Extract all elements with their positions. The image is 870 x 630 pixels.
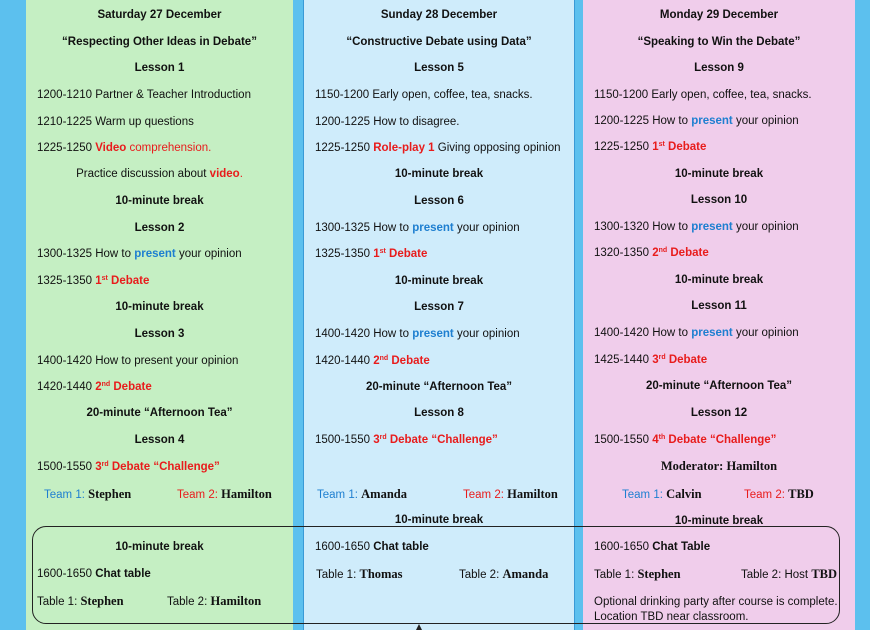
arrow-up-icon [416, 624, 422, 630]
lesson-heading: Lesson 2 [134, 222, 185, 234]
schedule-row: 1300-1325 How to present your opinion [37, 248, 242, 260]
lesson-heading: Lesson 6 [414, 195, 464, 207]
party-note: Optional drinking party after course is complete. [594, 596, 838, 608]
table-1: Table 1: Thomas [316, 567, 403, 581]
team-2: Team 2: Hamilton [463, 487, 558, 501]
lesson-heading: Lesson 7 [414, 301, 464, 313]
lesson-heading: Lesson 12 [690, 407, 748, 419]
schedule-row: 1325-1350 1st Debate [37, 275, 150, 287]
lesson-heading: Lesson 4 [134, 434, 185, 446]
schedule-row: 1420-1440 2nd Debate [37, 381, 152, 393]
schedule-row: 1150-1200 Early open, coffee, tea, snacks. [594, 89, 812, 101]
day-theme: “Respecting Other Ideas in Debate” [62, 36, 257, 48]
tea-break-label: 20-minute “Afternoon Tea” [365, 381, 513, 393]
lesson-heading: Lesson 10 [690, 194, 748, 206]
table-1: Table 1: Stephen [37, 594, 124, 608]
table-2: Table 2: Amanda [459, 567, 549, 581]
lesson-heading: Lesson 5 [414, 62, 464, 74]
lesson-heading: Lesson 1 [134, 62, 185, 74]
schedule-row: 1400-1420 How to present your opinion [315, 328, 520, 340]
lesson-heading: Lesson 9 [694, 62, 744, 74]
break-label: 10-minute break [674, 274, 764, 286]
schedule-row: 1500-1550 4th Debate “Challenge” [594, 434, 777, 446]
team-1: Team 1: Stephen [44, 487, 132, 501]
break-label: 10-minute break [674, 515, 764, 527]
break-label: 10-minute break [115, 301, 204, 313]
break-label: 10-minute break [394, 514, 484, 526]
break-label: 10-minute break [674, 168, 764, 180]
moderator-label: Moderator: Hamilton [660, 459, 778, 473]
day-date: Monday 29 December [659, 9, 779, 21]
team-2: Team 2: Hamilton [177, 487, 272, 501]
break-label: 10-minute break [115, 195, 204, 207]
schedule-row: 1500-1550 3rd Debate “Challenge” [315, 434, 498, 446]
chat-table-callout [32, 526, 840, 624]
schedule-row: 1300-1320 How to present your opinion [594, 221, 799, 233]
tea-break-label: 20-minute “Afternoon Tea” [645, 380, 793, 392]
schedule-row: 1300-1325 How to present your opinion [315, 222, 520, 234]
break-label: 10-minute break [115, 541, 204, 553]
party-location: Location TBD near classroom. [594, 611, 749, 623]
schedule-row: 1225-1250 Video comprehension. [37, 142, 212, 154]
break-label: 10-minute break [394, 168, 484, 180]
schedule-row: 1500-1550 3rd Debate “Challenge” [37, 461, 220, 473]
break-label: 10-minute break [394, 275, 484, 287]
table-2: Table 2: Hamilton [167, 594, 262, 608]
day-theme: “Constructive Debate using Data” [346, 36, 532, 48]
schedule-row: 1200-1225 How to present your opinion [594, 115, 799, 127]
day-date: Saturday 27 December [97, 9, 222, 21]
chat-table-row: 1600-1650 Chat Table [594, 541, 711, 553]
schedule-row: 1200-1225 How to disagree. [315, 116, 460, 128]
lesson-heading: Lesson 11 [691, 300, 747, 312]
schedule-row: 1150-1200 Early open, coffee, tea, snacks. [315, 89, 533, 101]
schedule-row: 1225-1250 1st Debate [594, 141, 707, 153]
schedule-row: 1400-1420 How to present your opinion [37, 355, 239, 367]
day-theme: “Speaking to Win the Debate” [637, 36, 801, 48]
lesson-heading: Lesson 3 [134, 328, 185, 340]
schedule-row: 1210-1225 Warm up questions [37, 116, 194, 128]
lesson-heading: Lesson 8 [414, 407, 464, 419]
schedule-row: 1425-1440 3rd Debate [594, 354, 708, 366]
day-date: Sunday 28 December [380, 9, 498, 21]
schedule-row: 1225-1250 Role-play 1 Giving opposing opinion [315, 142, 561, 154]
table-1: Table 1: Stephen [594, 567, 681, 581]
chat-table-row: 1600-1650 Chat table [315, 541, 429, 553]
chat-table-row: 1600-1650 Chat table [37, 568, 151, 580]
team-2: Team 2: TBD [744, 487, 814, 501]
team-1: Team 1: Amanda [317, 487, 407, 501]
schedule-row: 1400-1420 How to present your opinion [594, 327, 799, 339]
schedule-row: 1420-1440 2nd Debate [315, 355, 430, 367]
schedule-row: Practice discussion about video. [76, 168, 243, 180]
schedule-row: 1200-1210 Partner & Teacher Introduction [37, 89, 251, 101]
table-2: Table 2: Host TBD [741, 567, 838, 581]
tea-break-label: 20-minute “Afternoon Tea” [86, 407, 233, 419]
team-1: Team 1: Calvin [622, 487, 702, 501]
schedule-row: 1325-1350 1st Debate [315, 248, 428, 260]
schedule-row: 1320-1350 2nd Debate [594, 247, 709, 259]
